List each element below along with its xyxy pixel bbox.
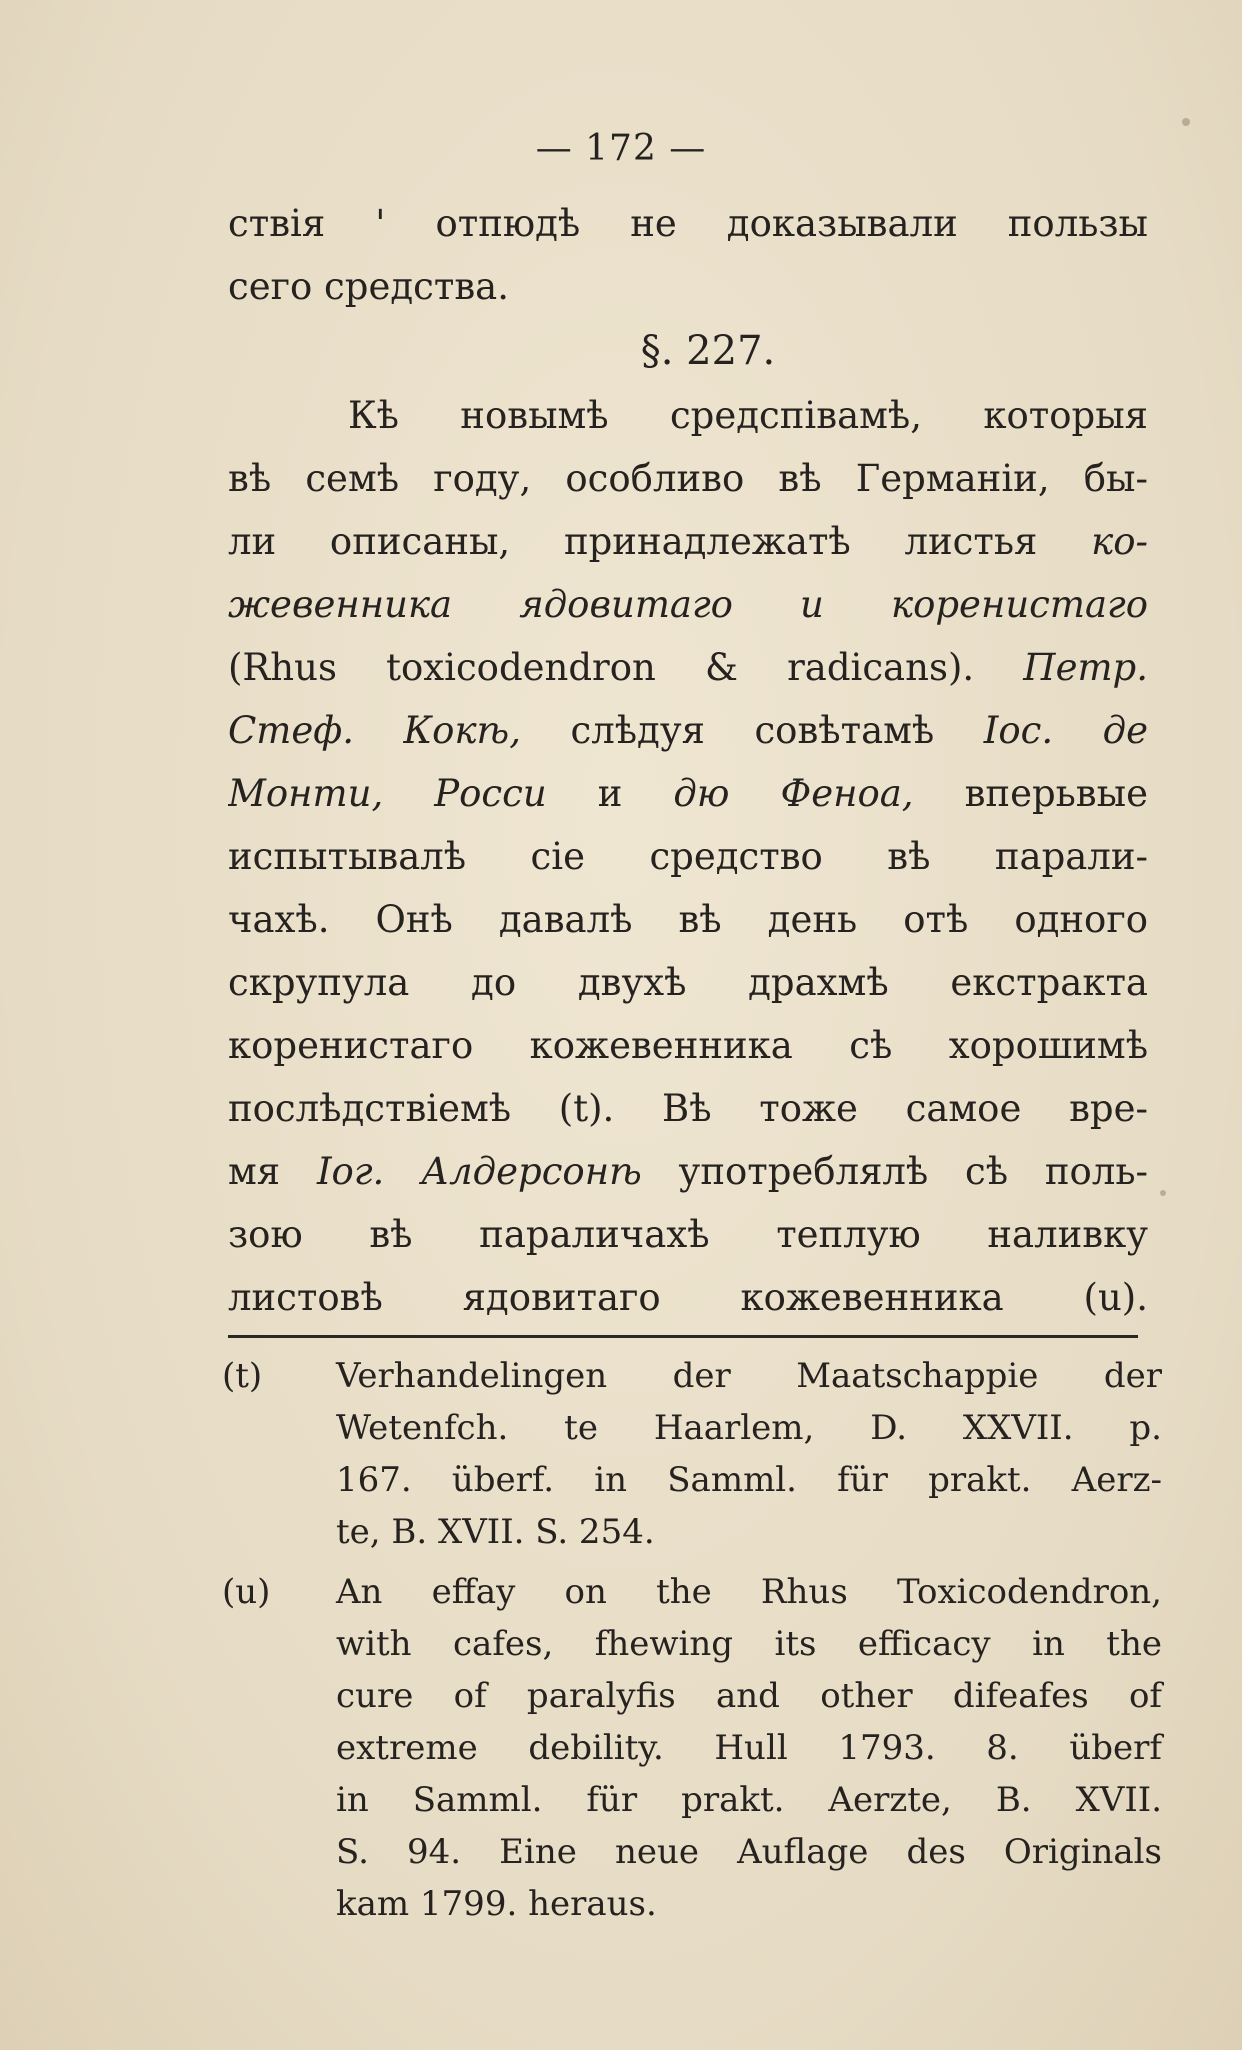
footnote-line: Wetenfch. te Haarlem, D. XXVII. p.: [336, 1408, 1162, 1448]
text-span: вперьвые: [913, 772, 1148, 815]
text-line: Кѣ новымѣ средспівамѣ, которыя: [348, 394, 1148, 437]
text-span: слѣдуя совѣтамѣ: [520, 709, 984, 752]
text-line: коренистаго кожевенника сѣ хорошимѣ: [228, 1024, 1148, 1067]
text-line: листовѣ ядовитаго кожевенника (u).: [228, 1276, 1148, 1319]
text-line: чахѣ. Онѣ давалѣ вѣ день отѣ одного: [228, 898, 1148, 941]
text-line: [228, 1140, 1148, 1203]
footnote-divider: [228, 1335, 1138, 1338]
page-number: — 172 —: [535, 128, 707, 169]
text-line: [228, 762, 1148, 825]
text-span: ли описаны, принадлежатѣ листья: [228, 520, 1092, 563]
paper-speck: [1182, 118, 1190, 126]
italic-span: Стеф. Кокѣ,: [228, 709, 521, 752]
italic-span: Монти, Росси: [228, 772, 547, 815]
text-line: скрупула до двухѣ драхмѣ екстракта: [228, 961, 1148, 1004]
paper-speck: [1160, 1190, 1166, 1196]
text-line: [228, 510, 1148, 573]
text-span: мя: [228, 1150, 317, 1193]
italic-span: Іос. де: [983, 709, 1148, 752]
text-line: испытывалѣ сіе средство вѣ парали-: [228, 835, 1148, 878]
text-line: [228, 636, 1148, 699]
footnote-t: [222, 1350, 1162, 1558]
footnote-line: Verhandelingen der Maatschappie der: [336, 1356, 1162, 1396]
footnotes: [222, 1350, 1162, 1938]
text-line: сего средства.: [228, 265, 509, 308]
text-line: зою вѣ параличахѣ теплую наливку: [228, 1213, 1148, 1256]
text-line: вѣ семѣ году, особливо вѣ Германіи, бы-: [228, 457, 1148, 500]
footnote-line: kam 1799. heraus.: [336, 1884, 657, 1924]
text-span: и: [546, 772, 674, 815]
footnote-mark: (t): [222, 1356, 263, 1396]
footnote-line: cure of paralyfis and other difeafes of: [336, 1676, 1162, 1716]
italic-span: Іог. Алдерсонѣ: [316, 1150, 642, 1193]
italic-span: ко-: [1091, 520, 1148, 563]
footnote-line: with cafes, fhewing its efficacy in the: [336, 1624, 1162, 1664]
footnote-line: S. 94. Eine neue Auflage des Originals: [336, 1832, 1162, 1872]
footnote-u: [222, 1566, 1162, 1930]
footnote-line: 167. überf. in Samml. für prakt. Aerz-: [336, 1460, 1162, 1500]
text-span: (Rhus toxicodendron & radicans).: [228, 646, 1024, 689]
footnote-line: in Samml. für prakt. Aerzte, B. XVII.: [336, 1780, 1162, 1820]
text-line: послѣдствіемѣ (t). Вѣ тоже самое вре-: [228, 1087, 1148, 1130]
text-span: употреблялѣ сѣ поль-: [641, 1150, 1148, 1193]
italic-span: Петр.: [1023, 646, 1148, 689]
footnote-line: extreme debility. Hull 1793. 8. überf: [336, 1728, 1162, 1768]
italic-span: дю Феноа,: [673, 772, 914, 815]
footnote-line: te, B. XVII. S. 254.: [336, 1512, 655, 1552]
text-line: жевенника ядовитаго и коренистаго: [228, 583, 1148, 626]
footnote-mark: (u): [222, 1572, 271, 1612]
section-heading: §. 227.: [640, 328, 776, 374]
text-line: ствія ' отпюдѣ не доказывали пользы: [228, 202, 1148, 245]
text-line: [228, 699, 1148, 762]
main-text: [228, 192, 1148, 1329]
footnote-line: An effay on the Rhus Toxicodendron,: [336, 1572, 1162, 1612]
